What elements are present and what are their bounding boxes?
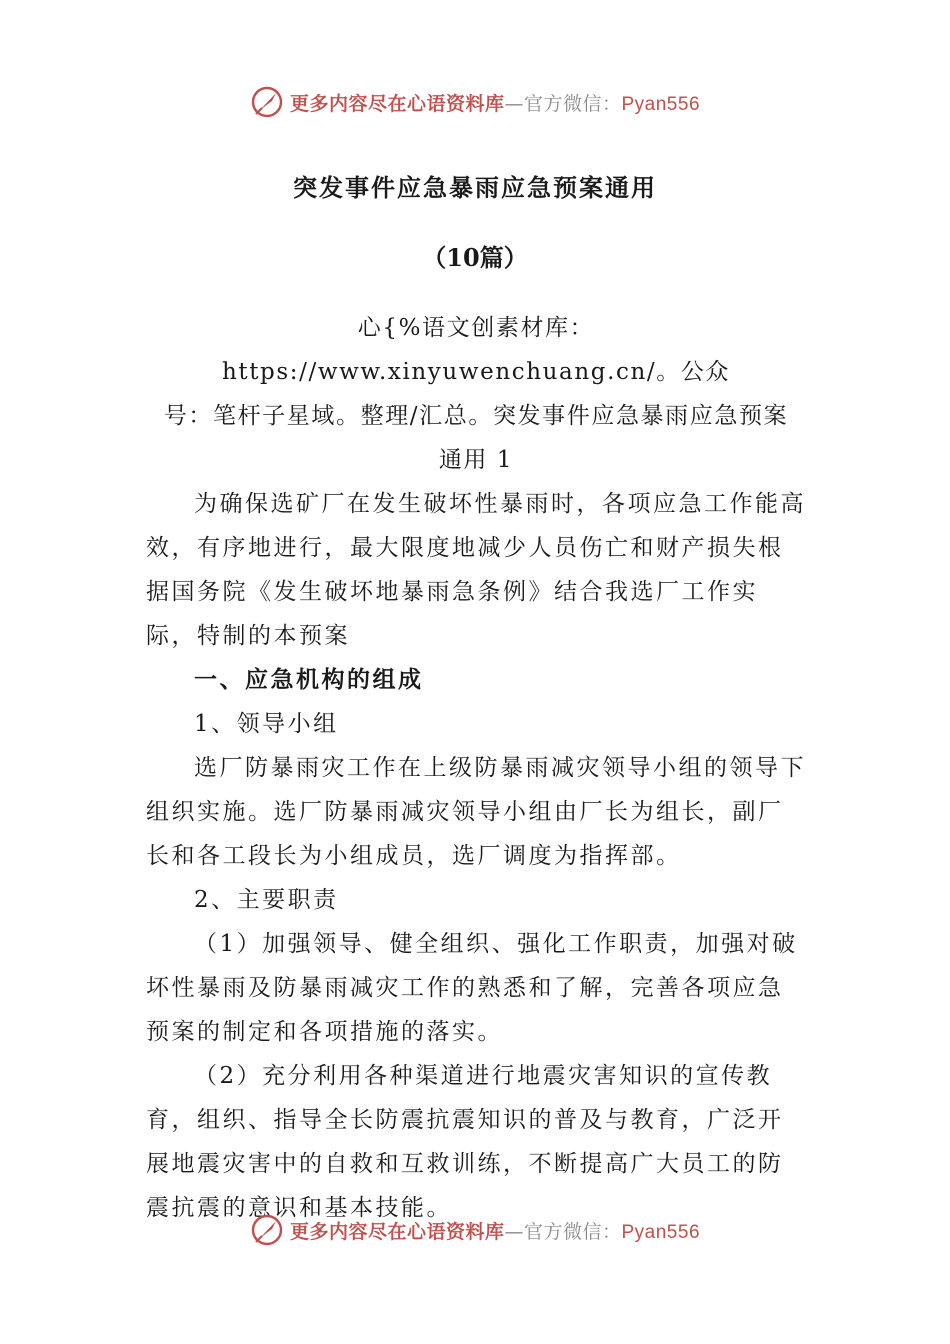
document-subtitle: （10篇） <box>422 243 528 272</box>
paragraph-duty-2: （2）充分利用各种渠道进行地震灾害知识的宣传教育，组织、指导全长防震抗震知识的普及与教育，广泛开展地震灾害中的自救和互救训练，不断提高广大员工的防震抗震的意识和基本技能。 <box>146 1063 784 1221</box>
banner-official-label: 官方微信： <box>523 1220 622 1243</box>
banner-content <box>250 85 700 119</box>
banner-content <box>250 1213 700 1247</box>
intro-line-3: 通用 1 <box>438 447 514 473</box>
quill-logo-icon <box>250 1213 284 1247</box>
banner-main-text: 更多内容尽在心语资料库 <box>289 92 505 115</box>
paragraph-purpose: 为确保选矿厂在发生破坏性暴雨时，各项应急工作能高效，有序地进行，最大限度地减少人员伤亡和财产损失根据国务院《发生破坏地暴雨急条例》结合我选厂工作实际，特制的本预案 <box>146 491 806 649</box>
section-heading-organization: 一、应急机构的组成 <box>194 666 424 693</box>
banner-main-text: 更多内容尽在心语资料库 <box>289 1220 505 1243</box>
banner-text <box>290 89 700 116</box>
banner-wechat-id: Pyan556 <box>621 1221 701 1243</box>
banner-wechat-id: Pyan556 <box>621 93 701 115</box>
quill-logo-icon <box>250 85 284 119</box>
paragraph-duty-1: （1）加强领导、健全组织、强化工作职责，加强对破坏性暴雨及防暴雨减灾工作的熟悉和了解，完善各项应急预案的制定和各项措施的落实。 <box>146 931 798 1045</box>
document-body <box>146 306 806 1230</box>
header-banner <box>0 80 950 124</box>
intro-line-2: 号：笔杆子星域。整理/汇总。突发事件应急暴雨应急预案 <box>163 403 789 429</box>
footer-banner <box>0 1208 950 1252</box>
banner-text <box>290 1217 700 1244</box>
paragraph-leadership: 选厂防暴雨灾工作在上级防暴雨减灾领导小组的领导下组织实施。选厂防暴雨减灾领导小组由厂长为组长，副厂长和各工段长为小组成员，选厂调度为指挥部。 <box>146 755 806 869</box>
banner-official-label: 官方微信： <box>523 92 622 115</box>
banner-dash: — <box>504 92 524 115</box>
intro-line-1: 心{%语文创素材库：https://www.xinyuwenchuang.cn/。公众 <box>221 315 731 385</box>
banner-dash: — <box>504 1220 524 1243</box>
subheading-leadership-group: 1、领导小组 <box>194 711 339 737</box>
subheading-main-duties: 2、主要职责 <box>194 887 339 913</box>
document-title: 突发事件应急暴雨应急预案通用 <box>293 173 657 202</box>
